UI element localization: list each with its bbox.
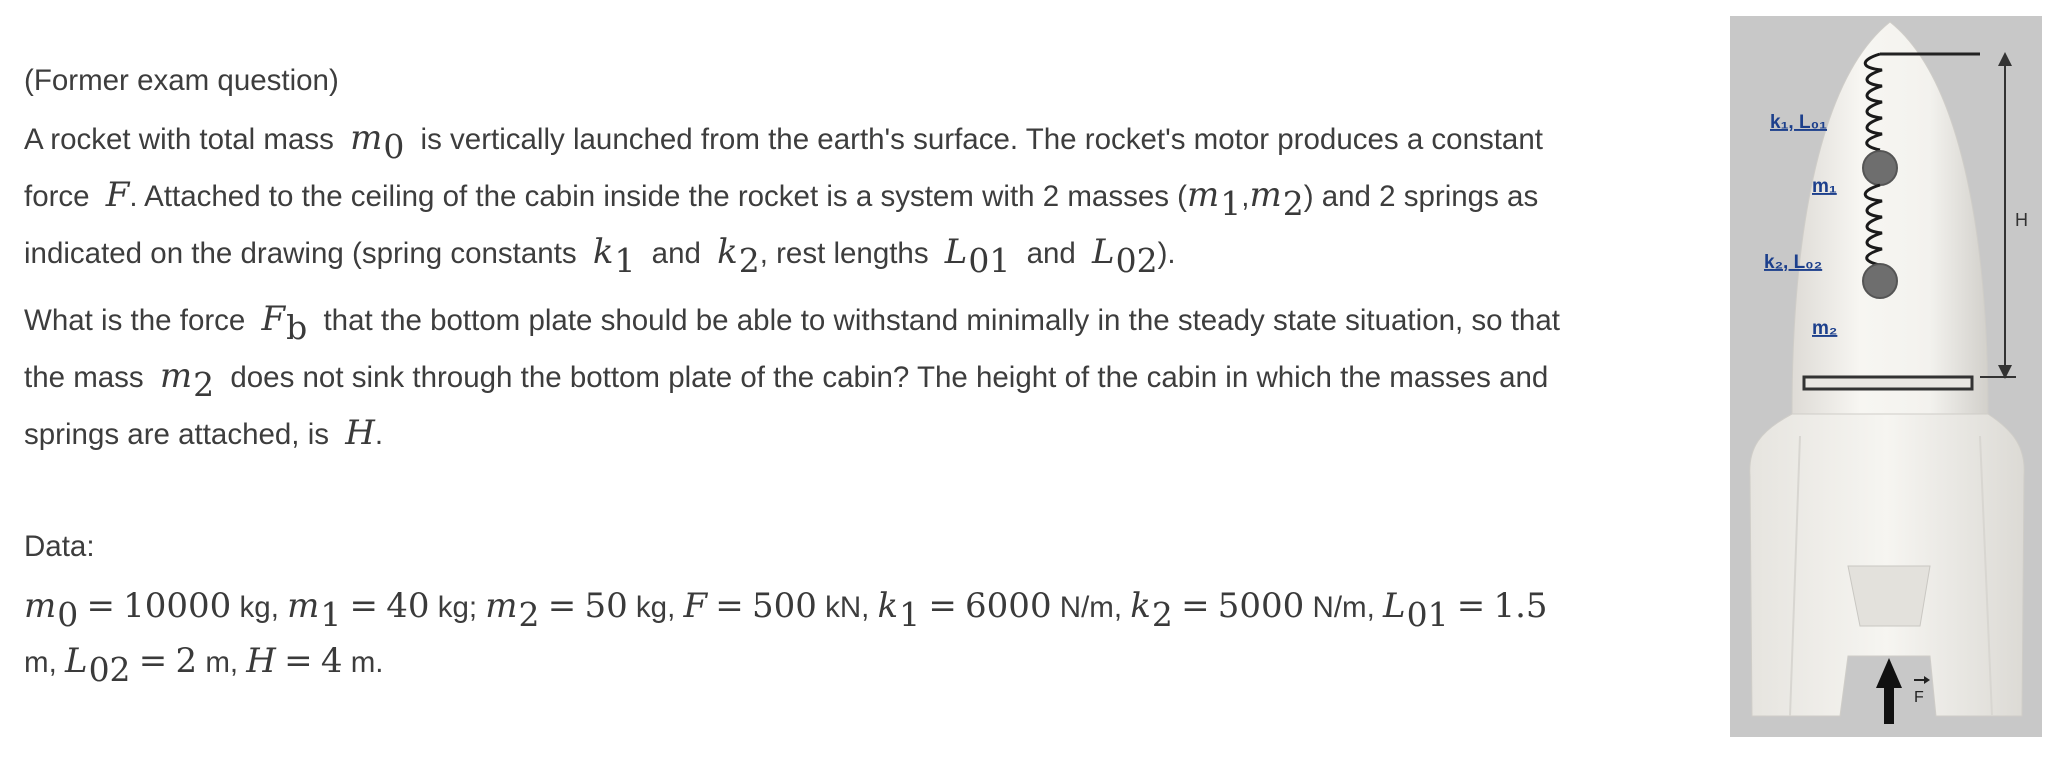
paragraph-1-line-1: A rocket with total mass m0 is vertically launched from the earth's surface. The rocket's motor produces a constant bbox=[24, 118, 1543, 166]
symbol-m2: m2 bbox=[1249, 175, 1304, 223]
rocket-figure bbox=[1730, 16, 2042, 737]
mass-1 bbox=[1863, 151, 1897, 185]
data-k2: k2 bbox=[1130, 586, 1173, 634]
symbol-m1: m1 bbox=[1187, 175, 1242, 223]
mass-2 bbox=[1863, 264, 1897, 298]
data-k1: k1 bbox=[877, 586, 921, 634]
rocket-body bbox=[1792, 22, 1988, 414]
data-m0: m0 bbox=[24, 586, 79, 634]
paragraph-1-line-2: force F. Attached to the ceiling of the cabin inside the rocket is a system with 2 masses (m1,m2) and 2 springs as bbox=[24, 175, 1539, 223]
bottom-plate bbox=[1804, 377, 1972, 389]
symbol-Fb: Fb bbox=[261, 299, 308, 347]
symbol-m0: m0 bbox=[350, 118, 405, 166]
svg-text:F: F bbox=[1914, 689, 1924, 706]
symbol-L02: L02 bbox=[1092, 232, 1158, 280]
data-line-1: m0 = 10000 kg, m1 = 40 kg; m2 = 50 kg, F = 500 kN, k1 = 6000 N/m, k2 = 5000 N/m, L01 = 1.5 bbox=[24, 586, 1548, 634]
symbol-k1: k1 bbox=[592, 232, 636, 280]
paragraph-2-line-3: springs are attached, is H. bbox=[24, 413, 384, 453]
data-L02: L02 bbox=[64, 641, 131, 689]
rocket-nozzle bbox=[1848, 566, 1930, 626]
label-k1-L01: k₁, L₀₁ bbox=[1770, 112, 1828, 133]
label-m1: m₁ bbox=[1812, 176, 1837, 197]
label-H: H bbox=[2015, 210, 2028, 230]
symbol-k2: k2 bbox=[717, 232, 760, 280]
thrust-arrow-icon bbox=[1876, 658, 1902, 724]
data-label: Data: bbox=[24, 530, 95, 563]
rocket-illustration bbox=[1730, 16, 2042, 737]
data-F: F bbox=[683, 586, 708, 626]
symbol-H: H bbox=[345, 413, 375, 453]
question-header: (Former exam question) bbox=[24, 64, 339, 97]
force-vector-label bbox=[1914, 676, 1930, 706]
data-m2: m2 bbox=[485, 586, 540, 634]
data-m1: m1 bbox=[287, 586, 342, 634]
paragraph-1-line-3: indicated on the drawing (spring constants k1 and k2, rest lengths L01 and L02). bbox=[24, 232, 1176, 280]
label-k2-L02: k₂, L₀₂ bbox=[1764, 252, 1823, 273]
symbol-F: F bbox=[105, 175, 130, 215]
data-L01: L01 bbox=[1383, 586, 1449, 634]
data-line-2: m, L02 = 2 m, H = 4 m. bbox=[24, 641, 384, 689]
label-m2: m₂ bbox=[1812, 318, 1838, 339]
paragraph-2-line-1: What is the force Fb that the bottom plate should be able to withstand minimally in the steady state situation, so that bbox=[24, 299, 1560, 347]
data-H: H bbox=[246, 641, 276, 681]
symbol-L01: L01 bbox=[944, 232, 1011, 280]
symbol-m2-b: m2 bbox=[159, 356, 215, 404]
paragraph-2-line-2: the mass m2 does not sink through the bottom plate of the cabin? The height of the cabin in which the masses and bbox=[24, 356, 1549, 404]
